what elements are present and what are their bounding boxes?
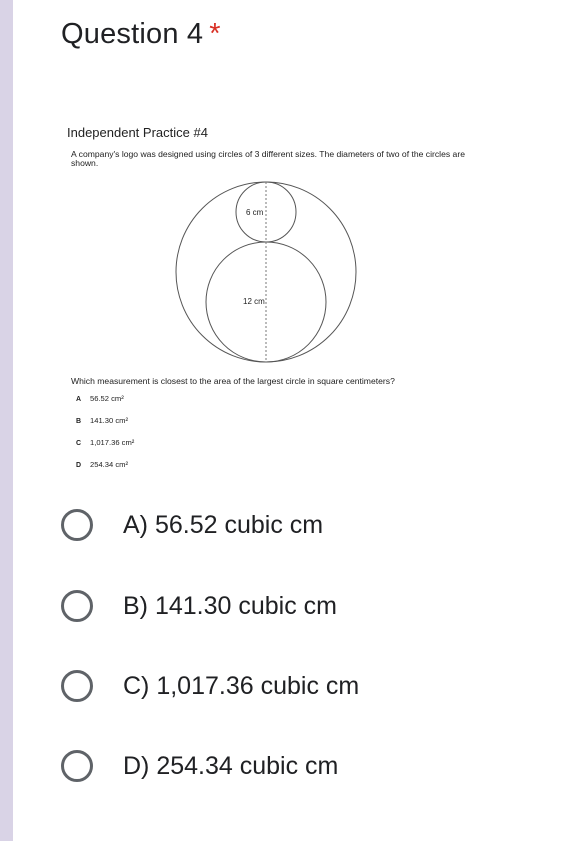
option-label[interactable]: C) 1,017.36 cubic cm: [123, 671, 360, 700]
small-diameter-label: 6 cm: [246, 208, 264, 217]
image-choice-text: 56.52 cm²: [90, 394, 124, 403]
form-accent-strip: [0, 0, 13, 841]
image-prompt: A company's logo was designed using circles of 3 different sizes. The diameters of two of the circles are shown.: [71, 149, 465, 168]
image-follow-question: Which measurement is closest to the area of the largest circle in square centimeters?: [71, 376, 395, 386]
image-choice-letter: D: [76, 462, 82, 469]
option-a[interactable]: [61, 505, 511, 545]
question-title-text: Question 4: [61, 18, 204, 50]
radio-button[interactable]: [61, 590, 93, 622]
image-choice-text: 1,017.36 cm²: [90, 438, 135, 447]
image-choice: [76, 416, 128, 425]
question-image: [63, 118, 493, 478]
required-marker: *: [209, 18, 221, 50]
image-choice-letter: A: [76, 396, 82, 403]
question-card: [13, 0, 585, 841]
medium-diameter-label: 12 cm: [243, 297, 265, 306]
image-choice: [76, 460, 128, 469]
image-choice: [76, 438, 134, 447]
option-c[interactable]: [61, 666, 511, 706]
image-choice-letter: B: [76, 418, 82, 425]
option-label[interactable]: B) 141.30 cubic cm: [123, 591, 337, 620]
radio-button[interactable]: [61, 670, 93, 702]
option-label[interactable]: A) 56.52 cubic cm: [123, 510, 324, 539]
image-choice-letter: C: [76, 440, 82, 447]
radio-button[interactable]: [61, 750, 93, 782]
option-d[interactable]: [61, 746, 511, 786]
option-b[interactable]: [61, 586, 511, 626]
image-heading: Independent Practice #4: [67, 125, 208, 140]
question-title: [61, 18, 221, 51]
image-choice: [76, 394, 124, 403]
option-label[interactable]: D) 254.34 cubic cm: [123, 751, 339, 780]
circles-logo-figure: [171, 180, 361, 366]
image-choice-text: 141.30 cm²: [90, 416, 128, 425]
image-choice-text: 254.34 cm²: [90, 460, 128, 469]
radio-button[interactable]: [61, 509, 93, 541]
